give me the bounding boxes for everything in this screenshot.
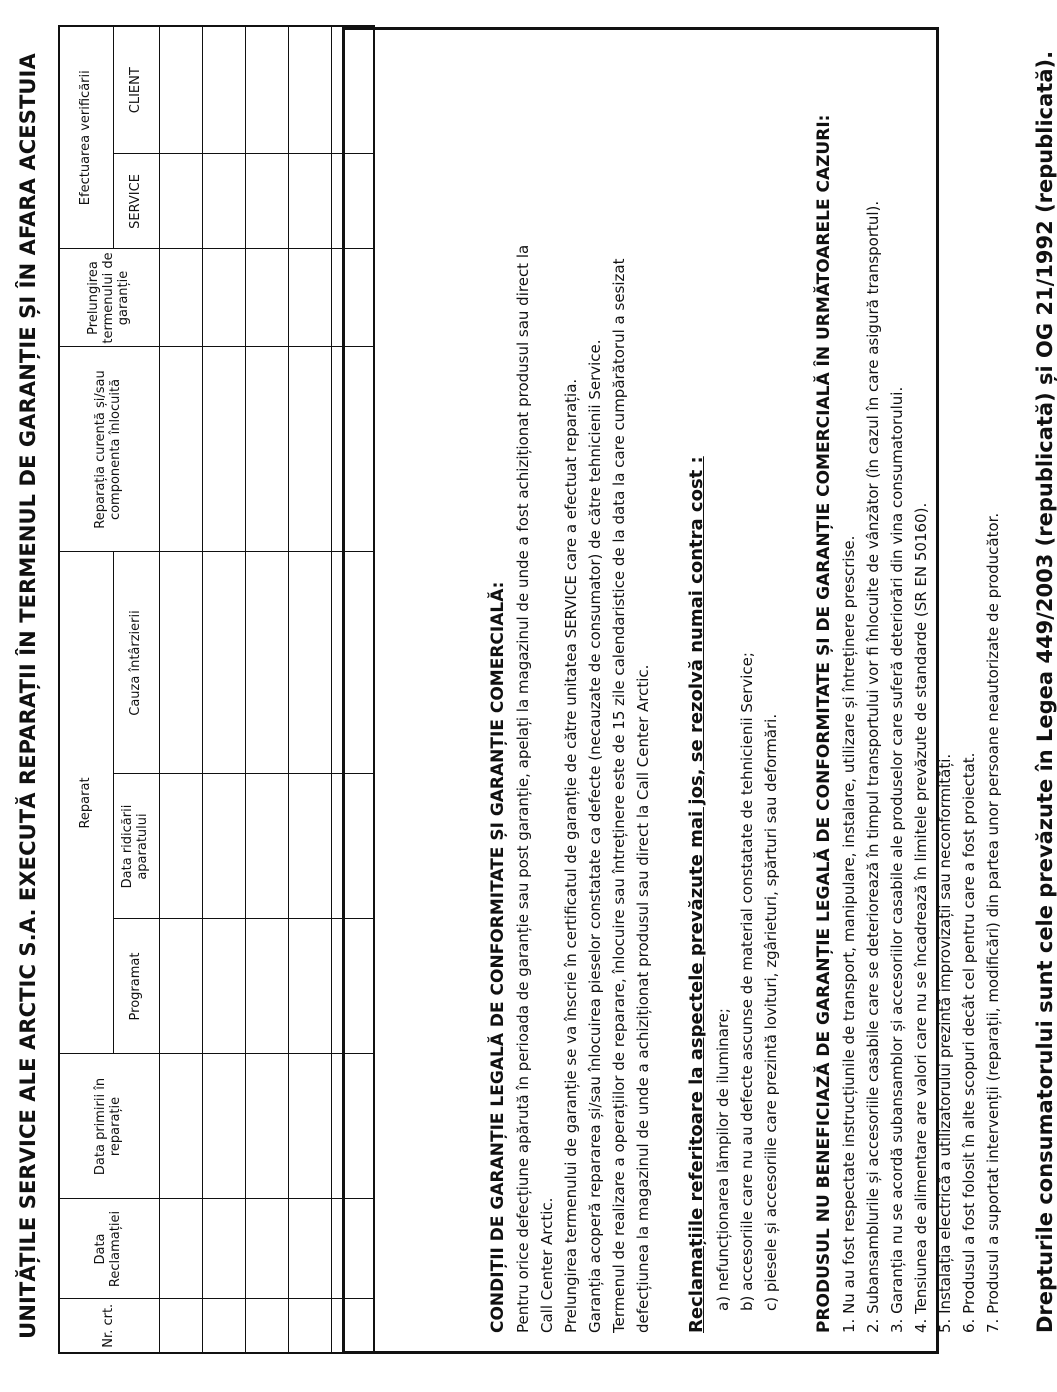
table-cell[interactable] (159, 249, 202, 347)
consumer-rights-statement: Drepturile consumatorului sunt cele prevăzute în Legea 449/2003 (republicată) și OG 21/1992 (republicată). (1033, 50, 1057, 1333)
conditions-line: Prelungirea termenului de garanție se va înscrie în certificatul de garanție de către unitatea SERVICE care a efectuat reparația. (562, 378, 580, 1333)
table-cell[interactable] (245, 1299, 288, 1353)
conditions-line: Termenul de realizare a operațiilor de reparare, înlocuire sau întreținere este de 15 zile calendaristice de la data la care cumpărătorul a sesizat (610, 258, 628, 1333)
exclusion-item: 3. Garanția nu se acordă subansamblor și accesoriilor casabile ale produselor care suferă deteriorări din vina consumatorului. (888, 386, 906, 1333)
table-cell[interactable] (288, 552, 331, 774)
table-row (288, 26, 331, 1353)
table-cell[interactable] (202, 347, 245, 552)
repair-log-table (58, 25, 375, 1354)
table-cell[interactable] (159, 552, 202, 774)
table-cell[interactable] (288, 154, 331, 249)
table-cell[interactable] (202, 1299, 245, 1353)
paid-claims-item: c) piesele și accesoriile care prezintă lovituri, zgârieturi, spărturi sau deformări. (762, 713, 780, 1311)
header-client: CLIENT (113, 26, 159, 154)
table-cell[interactable] (245, 919, 288, 1054)
exclusion-item: 6. Produsul a fost folosit în alte scopuri decât cel pentru care a fost proiectat. (960, 752, 978, 1333)
conditions-heading: CONDIȚII DE GARANȚIE LEGALĂ DE CONFORMITATE ȘI GARANȚIE COMERCIALĂ: (488, 581, 508, 1333)
header-group-efectuarea-verificarii: Efectuarea verificării (59, 26, 113, 249)
table-cell[interactable] (245, 774, 288, 919)
page-title: UNITĂȚILE SERVICE ALE ARCTIC S.A. EXECUTĂ REPARAȚII ÎN TERMENUL DE GARANȚIE ȘI ÎN AFARA ACESTUIA (16, 53, 40, 1339)
conditions-line: defecțiunea la magazinul de unde a achiziționat produsul sau direct la Call Center Arctic. (634, 664, 652, 1333)
table-cell[interactable] (159, 154, 202, 249)
table-cell[interactable] (245, 249, 288, 347)
exclusion-item: 2. Subansamblurile și accesoriile casabile care se deteriorează în timpul transportului vor fi înlocuite de vânzător (în cazul în care asigură transportul). (864, 200, 882, 1333)
table-row (245, 26, 288, 1353)
table-cell[interactable] (159, 774, 202, 919)
table-cell[interactable] (159, 1199, 202, 1299)
paid-claims-item: a) nefuncționarea lămpilor de iluminare; (714, 1008, 732, 1311)
table-cell[interactable] (202, 1199, 245, 1299)
header-prelungirea-garantiei: Prelungirea termenului de garanție (59, 249, 159, 347)
conditions-line: Pentru orice defecțiune apărută în perioada de garanție sau post garanție, apelați la magazinul de unde a fost achiziționat produsul sau direct la (514, 244, 532, 1333)
paid-claims-item: b) accesoriile care nu au defecte ascunse de material constatate de tehnicienii Service; (738, 652, 756, 1311)
table-cell[interactable] (202, 774, 245, 919)
warranty-conditions-box (342, 27, 1057, 1354)
exclusion-item: 5. Instalația electrică a utilizatorului prezintă improvizații sau neconformități. (936, 753, 954, 1333)
table-cell[interactable] (245, 347, 288, 552)
table-cell[interactable] (159, 1054, 202, 1199)
conditions-line: Call Center Arctic. (538, 1197, 556, 1333)
table-cell[interactable] (245, 1199, 288, 1299)
table-cell[interactable] (159, 26, 202, 154)
table-cell[interactable] (288, 26, 331, 154)
table-cell[interactable] (288, 347, 331, 552)
header-cauza-intarzierii: Cauza întârzierii (113, 552, 159, 774)
table-cell[interactable] (202, 26, 245, 154)
table-cell[interactable] (245, 26, 288, 154)
paid-claims-heading: Reclamațiile referitoare la aspectele prevăzute mai jos, se rezolvă numai contra cost : (686, 456, 707, 1333)
exclusion-item: 4. Tensiunea de alimentare are valori care nu se încadrează în limitele prevăzute de standarde (SR EN 50160). (912, 502, 930, 1333)
conditions-line: Garanția acoperă repararea și/sau înlocuirea pieselor constatate ca defecte (necauzate de consumator) de către tehnicienii Service. (586, 339, 604, 1333)
header-group-reparat: Reparat (59, 552, 113, 1054)
table-cell[interactable] (202, 154, 245, 249)
table-row (159, 26, 202, 1353)
header-service: SERVICE (113, 154, 159, 249)
header-reparatia-curenta: Reparația curentă și/sau componenta înlocuită (59, 347, 159, 552)
table-cell[interactable] (245, 1054, 288, 1199)
table-cell[interactable] (202, 919, 245, 1054)
header-data-primirii: Data primirii în reparație (59, 1054, 159, 1199)
table-cell[interactable] (288, 1054, 331, 1199)
table-cell[interactable] (159, 1299, 202, 1353)
table-row (202, 26, 245, 1353)
table-cell[interactable] (245, 154, 288, 249)
table-cell[interactable] (159, 347, 202, 552)
table-cell[interactable] (288, 249, 331, 347)
header-data-reclamatiei: Data Reclamației (59, 1199, 159, 1299)
table-cell[interactable] (288, 774, 331, 919)
exclusions-heading: PRODUSUL NU BENEFICIAZĂ DE GARANȚIE LEGALĂ DE CONFORMITATE ȘI DE GARANȚIE COMERCIALĂ ÎN URMĂTOARELE CAZURI: (814, 114, 834, 1333)
table-cell[interactable] (245, 552, 288, 774)
table-cell[interactable] (202, 249, 245, 347)
table-cell[interactable] (202, 1054, 245, 1199)
exclusion-item: 7. Produsul a suportat intervenții (reparații, modificări) din partea unor persoane neautorizate de producător. (984, 512, 1002, 1333)
table-cell[interactable] (159, 919, 202, 1054)
header-data-ridicarii: Data ridicării aparatului (113, 774, 159, 919)
table-cell[interactable] (288, 1199, 331, 1299)
table-cell[interactable] (288, 919, 331, 1054)
header-nr-crt: Nr. crt. (59, 1299, 159, 1353)
table-cell[interactable] (202, 552, 245, 774)
table-cell[interactable] (288, 1299, 331, 1353)
header-programat: Programat (113, 919, 159, 1054)
exclusion-item: 1. Nu au fost respectate instrucțiunile de transport, manipulare, instalare, utilizare și întreținere prescrise. (840, 535, 858, 1333)
